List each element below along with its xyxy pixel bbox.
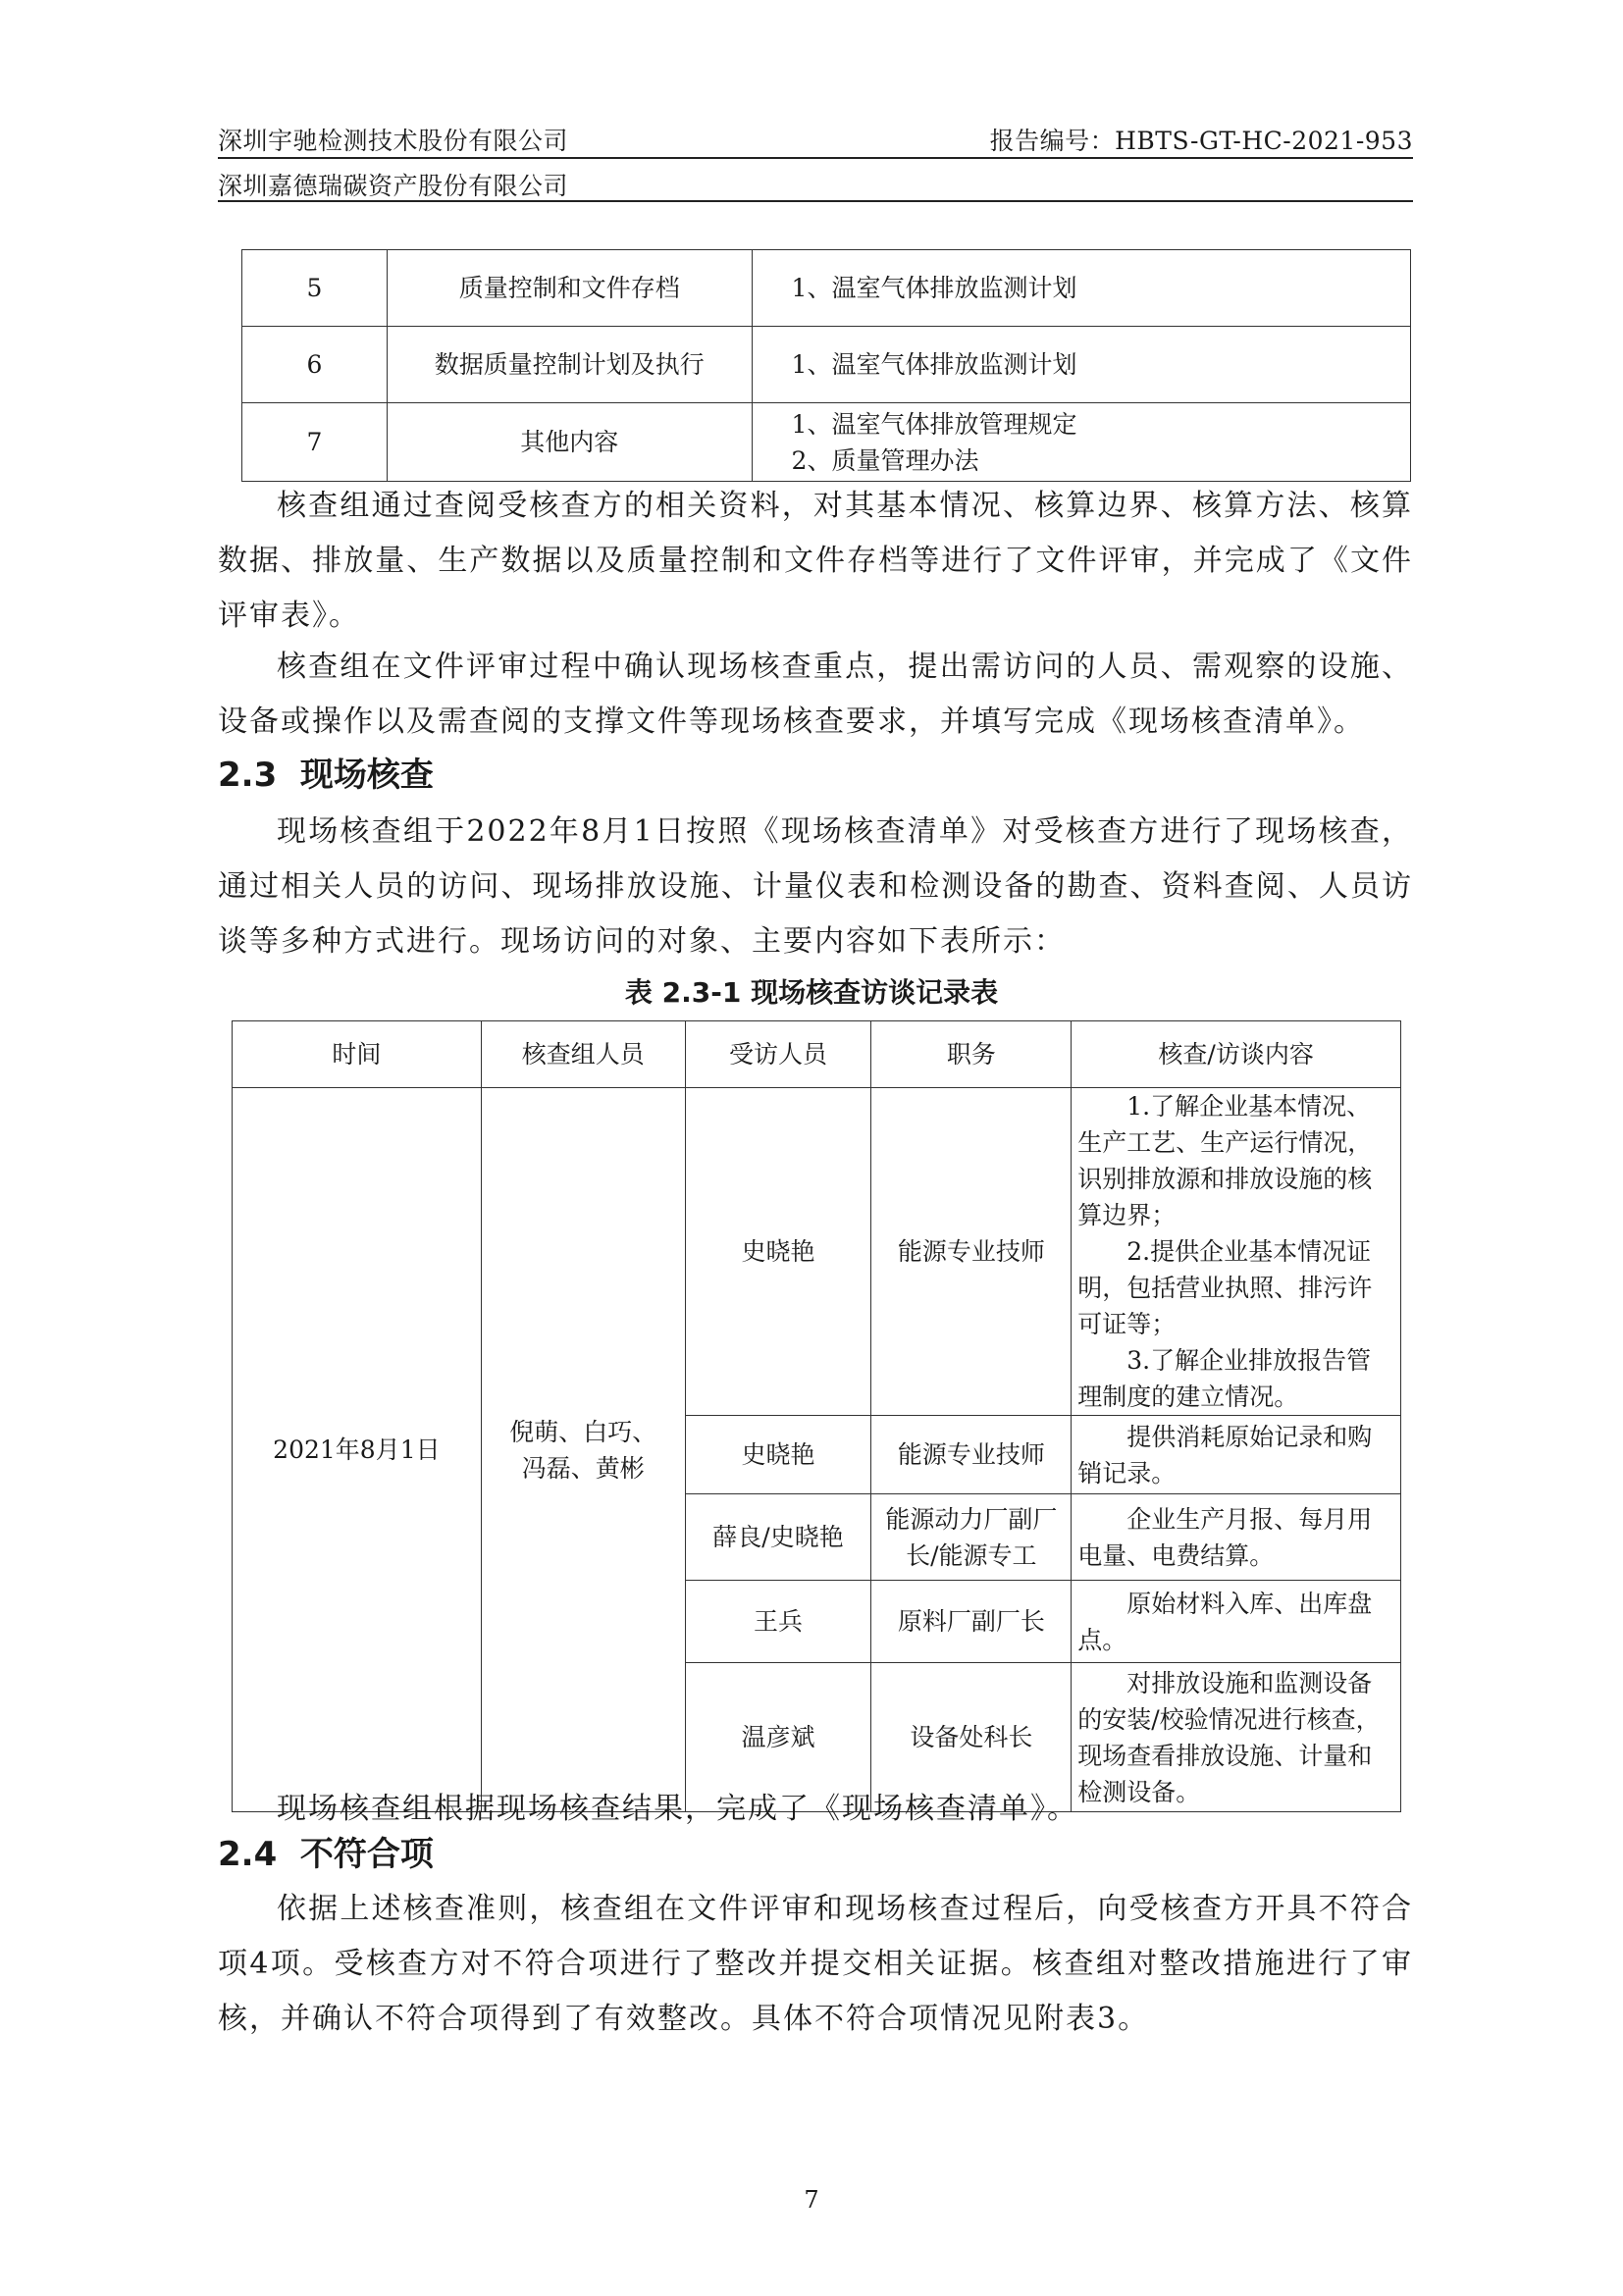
interview-content: 原始材料入库、出库盘点。 [1072,1581,1401,1663]
interview-content: 1.了解企业基本情况、生产工艺、生产运行情况，识别排放源和排放设施的核算边界； 2.提供企业基本情况证明，包括营业执照、排污许可证等； 3.了解企业排放报告管理制度的建立情况。 [1072,1088,1401,1416]
interviewee: 王兵 [685,1581,871,1663]
table-row [233,1088,1401,1416]
table-caption: 表 2.3-1 现场核查访谈记录表 [624,976,999,1009]
interviewee: 史晓艳 [685,1088,871,1416]
interviewee-role: 能源专业技师 [871,1088,1072,1416]
interviewee: 薛良/史晓艳 [685,1494,871,1581]
table-row [242,403,1411,482]
company-name-2: 深圳嘉德瑞碳资产股份有限公司 [218,172,569,200]
interviewee: 史晓艳 [685,1416,871,1494]
table-row [242,250,1411,327]
header-role: 职务 [871,1021,1072,1088]
interview-content: 企业生产月报、每月用电量、电费结算。 [1072,1494,1401,1581]
paragraph-key-points: 核查组在文件评审过程中确认现场核查重点，提出需访问的人员、需观察的设施、设备或操作以及需查阅的支撑文件等现场核查要求，并填写完成《现场核查清单》。 [218,650,1413,739]
paragraph-doc-review: 核查组通过查阅受核查方的相关资料，对其基本情况、核算边界、核算方法、核算数据、排放量、生产数据以及质量控制和文件存档等进行了文件评审，并完成了《文件评审表》。 [218,489,1413,633]
review-docs: 1、温室气体排放监测计划 [752,327,1410,403]
interview-content: 提供消耗原始记录和购销记录。 [1072,1416,1401,1494]
interviewee-role: 能源专业技师 [871,1416,1072,1494]
row-number: 7 [242,403,388,482]
section-heading-2-3: 2.3 现场核查 [218,756,434,795]
header-content: 核查/访谈内容 [1072,1021,1401,1088]
row-number: 5 [242,250,388,327]
doc-review-table [241,249,1411,482]
inspection-team: 倪萌、白巧、 冯磊、黄彬 [481,1088,685,1812]
header-time: 时间 [233,1021,482,1088]
header-team: 核查组人员 [481,1021,685,1088]
interview-table [232,1020,1401,1812]
table-header-row [233,1021,1401,1088]
interviewee: 温彦斌 [685,1663,871,1812]
report-number: 报告编号：HBTS-GT-HC-2021-953 [989,127,1413,155]
paragraph-onsite-result: 现场核查组根据现场核查结果，完成了《现场核查清单》。 [277,1792,1078,1826]
header-divider-2 [218,200,1413,202]
review-item: 其他内容 [387,403,752,482]
review-item: 质量控制和文件存档 [387,250,752,327]
paragraph-nonconformity: 依据上述核查准则，核查组在文件评审和现场核查过程后，向受核查方开具不符合项4项。受核查方对不符合项进行了整改并提交相关证据。核查组对整改措施进行了审核，并确认不符合项得到了有效整改。具体不符合项情况见附表3。 [218,1892,1413,2036]
header-divider-1 [218,157,1413,159]
company-name-1: 深圳宇驰检测技术股份有限公司 [218,127,569,155]
interview-date: 2021年8月1日 [233,1088,482,1812]
interview-content: 对排放设施和监测设备的安装/校验情况进行核查，现场查看排放设施、计量和检测设备。 [1072,1663,1401,1812]
table-row [242,327,1411,403]
review-item: 数据质量控制计划及执行 [387,327,752,403]
header-interviewee: 受访人员 [685,1021,871,1088]
interviewee-role: 原料厂副厂长 [871,1581,1072,1663]
review-docs: 1、温室气体排放管理规定 2、质量管理办法 [752,403,1410,482]
review-docs: 1、温室气体排放监测计划 [752,250,1410,327]
row-number: 6 [242,327,388,403]
page-number: 7 [804,2186,819,2214]
paragraph-onsite: 现场核查组于2022年8月1日按照《现场核查清单》对受核查方进行了现场核查，通过相关人员的访问、现场排放设施、计量仪表和检测设备的勘查、资料查阅、人员访谈等多种方式进行。现场访问的对象、主要内容如下表所示： [218,814,1413,959]
interviewee-role: 设备处科长 [871,1663,1072,1812]
section-heading-2-4: 2.4 不符合项 [218,1835,434,1874]
interviewee-role: 能源动力厂副厂 长/能源专工 [871,1494,1072,1581]
